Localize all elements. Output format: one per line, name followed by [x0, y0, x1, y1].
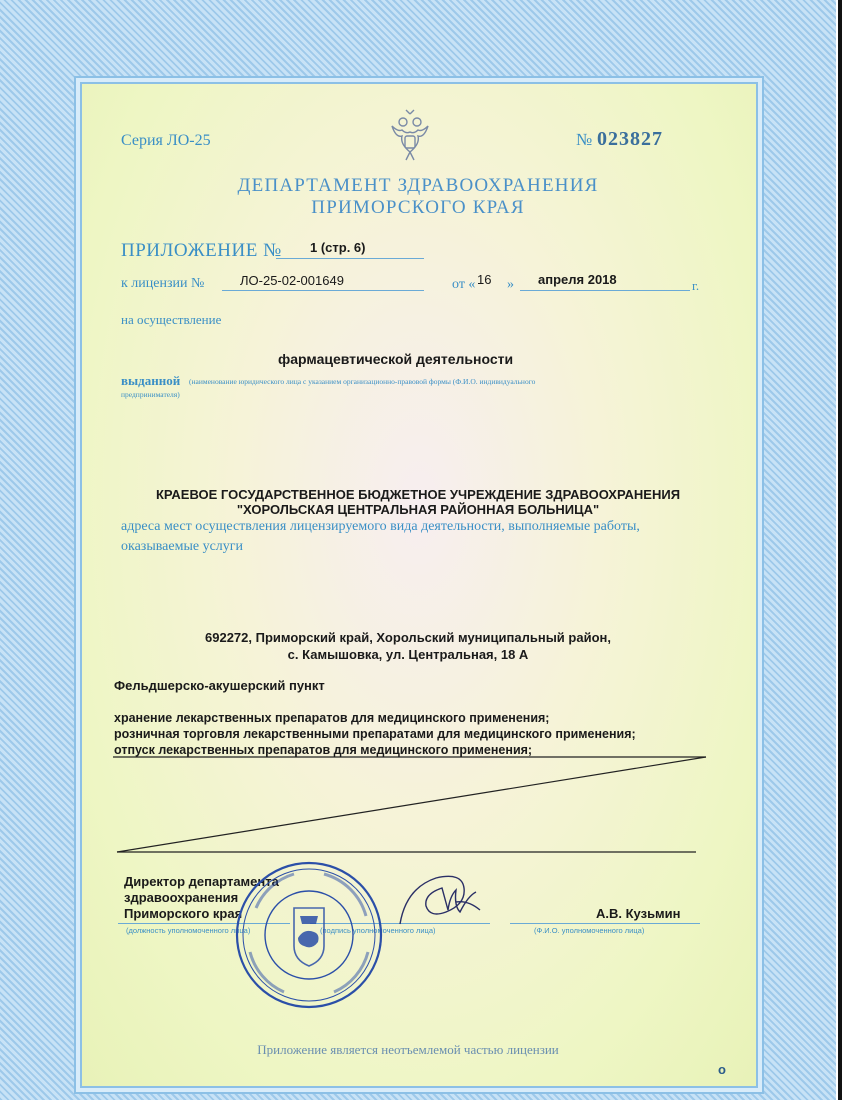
appendix-number: 1 (стр. 6)	[310, 240, 366, 255]
organization-name-cont: "ХОРОЛЬСКАЯ ЦЕНТРАЛЬНАЯ РАЙОННАЯ БОЛЬНИЦА"	[236, 502, 600, 517]
appendix-label: ПРИЛОЖЕНИЕ №	[121, 240, 282, 261]
addresses-label-cont: оказываемые услуги	[121, 539, 244, 554]
date-open-quote: от «	[452, 277, 476, 292]
number-label: №	[576, 130, 593, 149]
date-close-quote: »	[507, 277, 514, 292]
license-month-year: апреля 2018	[538, 272, 617, 287]
license-label: к лицензии №	[121, 276, 205, 291]
position-hint: (должность уполномоченного лица)	[126, 926, 251, 935]
facility-name: Фельдшерско-акушерский пункт	[114, 678, 325, 693]
form-number: 023827	[597, 128, 663, 150]
activity-label: на осуществление	[121, 312, 222, 327]
signer-name: А.В. Кузьмин	[596, 906, 681, 921]
signer-region: Приморского края	[124, 906, 243, 921]
official-seal	[234, 860, 384, 1010]
signer-position: Директор департамента	[124, 874, 279, 889]
issued-hint-cont: предпринимателя)	[121, 390, 180, 399]
corner-mark: о	[718, 1062, 726, 1077]
name-underline	[510, 923, 700, 924]
organization-name: КРАЕВОЕ ГОСУДАРСТВЕННОЕ БЮДЖЕТНОЕ УЧРЕЖДЕНИЕ ЗДРАВООХРАНЕНИЯ	[155, 487, 681, 502]
signature-hint: (подпись уполномоченного лица)	[320, 926, 436, 935]
address-line-2: с. Камышовка, ул. Центральная, 18 А	[287, 647, 529, 662]
service-item: отпуск лекарственных препаратов для медицинского применения;	[114, 743, 533, 757]
service-item: розничная торговля лекарственными препаратами для медицинского применения;	[114, 727, 636, 741]
issued-hint: (наименование юридического лица с указанием организационно-правовой формы (Ф.И.О. индивидуального	[189, 377, 536, 386]
department-title: ДЕПАРТАМЕНТ ЗДРАВООХРАНЕНИЯ	[237, 175, 599, 196]
issued-label: выданной	[121, 373, 181, 388]
department-region: ПРИМОРСКОГО КРАЯ	[311, 197, 525, 218]
footer-note: Приложение является неотъемлемой частью лицензии	[257, 1042, 559, 1057]
addresses-label: адреса мест осуществления лицензируемого вида деятельности, выполняемые работы,	[121, 519, 640, 534]
address-line-1: 692272, Приморский край, Хорольский муниципальный район,	[205, 630, 611, 645]
activity-value: фармацевтической деятельности	[278, 351, 514, 367]
license-day: 16	[477, 272, 492, 287]
license-number: ЛО-25-02-001649	[240, 273, 344, 288]
series-label: Серия ЛО-25	[121, 132, 211, 149]
name-hint: (Ф.И.О. уполномоченного лица)	[534, 926, 645, 935]
year-suffix: г.	[692, 278, 700, 293]
signer-position-cont: здравоохранения	[124, 890, 239, 905]
service-item: хранение лекарственных препаратов для медицинского применения;	[114, 711, 550, 725]
handwritten-signature	[396, 866, 496, 936]
